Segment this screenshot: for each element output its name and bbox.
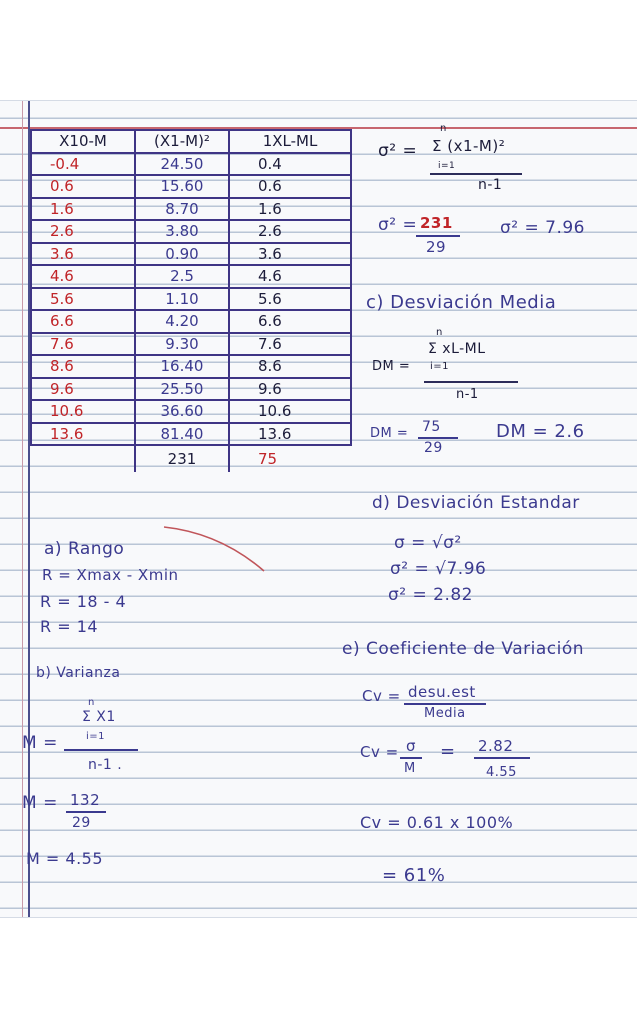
range-line-2: R = 18 - 4 (40, 592, 127, 611)
squared-deviation-cell: 8.70 (135, 198, 229, 221)
table-row (31, 288, 351, 311)
cv-calc-fraction-bar (400, 757, 422, 759)
mean-deviation-calc-numerator: 75 (422, 419, 441, 435)
cv-formula-denominator: Media (424, 706, 466, 721)
variance-formula-fraction-bar (430, 173, 522, 175)
cv-result-line-2: = 61% (382, 865, 446, 886)
squared-deviation-cell: 1.10 (135, 288, 229, 311)
mean-calc-numerator: 132 (70, 791, 101, 809)
mean-deviation-calc-lhs: DM = (370, 426, 409, 441)
mean-deviation-formula-numerator: Σ xL-ML (428, 341, 486, 357)
absolute-deviation-cell: 0.4 (229, 153, 351, 176)
absolute-deviation-cell: 8.6 (229, 355, 351, 378)
squared-deviation-cell: 9.30 (135, 333, 229, 356)
absolute-deviation-cell: 13.6 (229, 423, 351, 446)
variance-result: σ² = 7.96 (500, 218, 585, 238)
mean-deviation-calc-denominator: 29 (424, 440, 443, 456)
deviation-cell: 0.6 (31, 175, 135, 198)
squared-deviation-cell: 15.60 (135, 175, 229, 198)
standard-deviation-line-2: σ² = √7.96 (390, 559, 487, 579)
deviation-table (30, 129, 352, 472)
deviation-cell: 9.6 (31, 378, 135, 401)
cv-calc-fraction-bar-2 (474, 757, 530, 759)
squared-deviation-cell: 81.40 (135, 423, 229, 446)
deviation-cell: 3.6 (31, 243, 135, 266)
standard-deviation-title: d) Desviación Estandar (372, 493, 580, 513)
variance-title: b) Varianza (36, 665, 121, 681)
cv-calc-numerator: σ (406, 737, 417, 755)
variance-formula-lhs: σ² = (378, 141, 418, 161)
variation-coefficient-title: e) Coeficiente de Variación (342, 639, 585, 659)
absolute-deviation-cell: 4.6 (229, 265, 351, 288)
mean-calc-fraction-bar (66, 811, 106, 813)
mean-formula-lhs: M = (22, 733, 58, 753)
variance-calc-denominator: 29 (426, 238, 447, 256)
standard-deviation-line-1: σ = √σ² (394, 533, 462, 553)
cv-calc-lhs: Cv = (360, 743, 399, 761)
mean-deviation-formula-lhs: DM = (372, 359, 411, 374)
cv-calc-equals: = (440, 741, 456, 762)
pen-stroke-mark (160, 519, 270, 579)
cv-formula-numerator: desu.est (408, 683, 476, 701)
mean-deviation-sum-bottom: i=1 (430, 361, 450, 372)
deviation-cell: 10.6 (31, 400, 135, 423)
deviation-cell: -0.4 (31, 153, 135, 176)
squared-deviation-cell: 2.5 (135, 265, 229, 288)
standard-deviation-line-3: σ² = 2.82 (388, 585, 473, 605)
absolute-deviation-cell: 1.6 (229, 198, 351, 221)
header-deviation: X10-M (31, 130, 135, 153)
table-row (31, 153, 351, 176)
total-deviation (31, 445, 135, 472)
mean-formula-fraction-bar (64, 749, 138, 751)
variance-formula-sum-top: n (440, 123, 447, 134)
table-header-row (31, 130, 351, 153)
mean-deviation-formula-denominator: n-1 (456, 387, 479, 402)
table-row (31, 243, 351, 266)
absolute-deviation-cell: 0.6 (229, 175, 351, 198)
absolute-deviation-cell: 9.6 (229, 378, 351, 401)
absolute-deviation-cell: 2.6 (229, 220, 351, 243)
mean-formula-denominator: n-1 . (88, 757, 123, 773)
squared-deviation-cell: 16.40 (135, 355, 229, 378)
range-line-3: R = 14 (40, 617, 99, 636)
table-row (31, 310, 351, 333)
variance-formula-denominator: n-1 (478, 177, 503, 193)
squared-deviation-cell: 36.60 (135, 400, 229, 423)
table-row (31, 198, 351, 221)
mean-deviation-fraction-bar (424, 381, 518, 383)
deviation-cell: 13.6 (31, 423, 135, 446)
absolute-deviation-cell: 7.6 (229, 333, 351, 356)
cv-calc-denominator-2: 4.55 (486, 765, 517, 780)
range-title: a) Rango (44, 539, 125, 559)
header-absolute-deviation: 1XL-ML (229, 130, 351, 153)
table-row (31, 265, 351, 288)
mean-deviation-result: DM = 2.6 (496, 421, 585, 442)
mean-deviation-sum-top: n (436, 327, 443, 338)
notebook-page (0, 100, 637, 918)
table-totals-row (31, 445, 351, 472)
variance-formula-sum-bottom: i=1 (438, 161, 456, 171)
header-squared-deviation: (X1-M)² (135, 130, 229, 153)
table-row (31, 333, 351, 356)
cv-calc-numerator-2: 2.82 (478, 737, 514, 755)
table-row (31, 378, 351, 401)
mean-calc-denominator: 29 (72, 815, 91, 831)
deviation-cell: 5.6 (31, 288, 135, 311)
squared-deviation-cell: 24.50 (135, 153, 229, 176)
table-row (31, 423, 351, 446)
deviation-cell: 1.6 (31, 198, 135, 221)
table-row (31, 355, 351, 378)
mean-result: M = 4.55 (26, 849, 104, 868)
squared-deviation-cell: 4.20 (135, 310, 229, 333)
mean-deviation-calc-fraction-bar (418, 437, 458, 439)
absolute-deviation-cell: 6.6 (229, 310, 351, 333)
absolute-deviation-cell: 5.6 (229, 288, 351, 311)
deviation-cell: 8.6 (31, 355, 135, 378)
cv-result-line-1: Cv = 0.61 x 100% (360, 813, 514, 832)
squared-deviation-cell: 25.50 (135, 378, 229, 401)
cv-calc-denominator: M (404, 761, 416, 776)
total-absolute-deviation: 75 (258, 450, 278, 468)
variance-calc-numerator: 231 (420, 214, 453, 232)
mean-deviation-title: c) Desviación Media (366, 292, 557, 313)
absolute-deviation-cell: 3.6 (229, 243, 351, 266)
mean-sum-top: n (88, 697, 95, 708)
cv-formula-fraction-bar (404, 703, 486, 705)
absolute-deviation-cell: 10.6 (229, 400, 351, 423)
variance-formula-numerator: Σ (x1-M)² (432, 137, 506, 155)
table-row (31, 400, 351, 423)
variance-calc-fraction-bar (416, 235, 460, 237)
table-row (31, 220, 351, 243)
squared-deviation-cell: 3.80 (135, 220, 229, 243)
mean-sum-numerator: Σ X1 (82, 709, 116, 725)
mean-calc-lhs: M = (22, 793, 58, 813)
mean-sum-bottom: i=1 (86, 731, 106, 742)
deviation-cell: 4.6 (31, 265, 135, 288)
table-row (31, 175, 351, 198)
range-line-1: R = Xmax - Xmin (42, 566, 179, 584)
deviation-cell: 7.6 (31, 333, 135, 356)
squared-deviation-cell: 0.90 (135, 243, 229, 266)
variance-calc-lhs: σ² = (378, 215, 418, 235)
cv-formula-lhs: Cv = (362, 687, 401, 705)
total-squared-deviation: 231 (135, 445, 229, 472)
deviation-cell: 6.6 (31, 310, 135, 333)
deviation-cell: 2.6 (31, 220, 135, 243)
